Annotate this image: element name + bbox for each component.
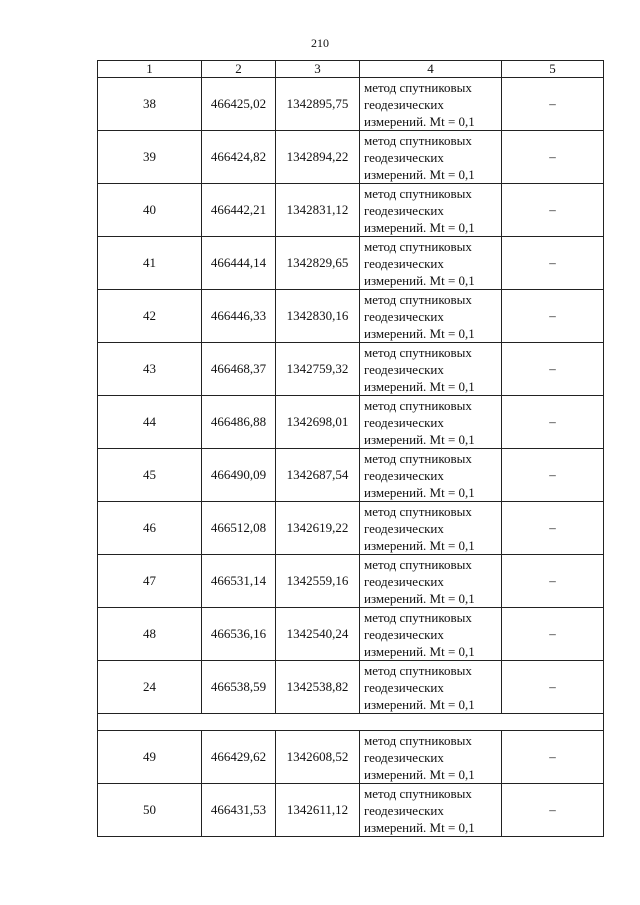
method-line: геодезических <box>364 96 444 112</box>
table-row <box>98 237 604 290</box>
header-cell: 2 <box>202 61 276 78</box>
point-number: 43 <box>98 343 202 396</box>
dash-cell: – <box>502 184 604 237</box>
method-cell <box>360 290 502 343</box>
dash-cell: – <box>502 237 604 290</box>
method-line: геодезических <box>364 308 444 324</box>
point-number: 44 <box>98 396 202 449</box>
header-cell: 1 <box>98 61 202 78</box>
y-coordinate: 1342687,54 <box>276 449 360 502</box>
y-coordinate: 1342831,12 <box>276 184 360 237</box>
dash-cell: – <box>502 290 604 343</box>
method-line: метод спутниковых <box>364 132 472 148</box>
method-cell <box>360 449 502 502</box>
table-row <box>98 396 604 449</box>
method-line: геодезических <box>364 202 444 218</box>
method-cell <box>360 731 502 784</box>
dash-cell: – <box>502 343 604 396</box>
point-number: 49 <box>98 731 202 784</box>
y-coordinate: 1342608,52 <box>276 731 360 784</box>
method-line: метод спутниковых <box>364 732 472 748</box>
x-coordinate: 466446,33 <box>202 290 276 343</box>
method-line: метод спутниковых <box>364 503 472 519</box>
x-coordinate: 466538,59 <box>202 661 276 714</box>
x-coordinate: 466536,16 <box>202 608 276 661</box>
method-line: измерений. Mt = 0,1 <box>364 113 475 129</box>
method-line: геодезических <box>364 149 444 165</box>
method-cell <box>360 131 502 184</box>
method-cell <box>360 78 502 131</box>
method-line: геодезических <box>364 573 444 589</box>
header-cell: 4 <box>360 61 502 78</box>
point-number: 50 <box>98 784 202 837</box>
method-line: измерений. Mt = 0,1 <box>364 484 475 500</box>
point-number: 48 <box>98 608 202 661</box>
method-cell <box>360 237 502 290</box>
y-coordinate: 1342540,24 <box>276 608 360 661</box>
x-coordinate: 466442,21 <box>202 184 276 237</box>
method-line: геодезических <box>364 626 444 642</box>
method-line: измерений. Mt = 0,1 <box>364 696 475 712</box>
spacer-row <box>98 714 604 731</box>
table-header-row <box>98 61 604 78</box>
method-line: метод спутниковых <box>364 785 472 801</box>
table-row <box>98 290 604 343</box>
method-line: метод спутниковых <box>364 185 472 201</box>
method-line: геодезических <box>364 749 444 765</box>
method-line: геодезических <box>364 520 444 536</box>
x-coordinate: 466444,14 <box>202 237 276 290</box>
method-cell <box>360 502 502 555</box>
y-coordinate: 1342895,75 <box>276 78 360 131</box>
method-line: измерений. Mt = 0,1 <box>364 819 475 835</box>
method-line: метод спутниковых <box>364 609 472 625</box>
x-coordinate: 466429,62 <box>202 731 276 784</box>
dash-cell: – <box>502 502 604 555</box>
y-coordinate: 1342698,01 <box>276 396 360 449</box>
table-row <box>98 78 604 131</box>
x-coordinate: 466468,37 <box>202 343 276 396</box>
header-cell: 3 <box>276 61 360 78</box>
x-coordinate: 466431,53 <box>202 784 276 837</box>
method-line: измерений. Mt = 0,1 <box>364 766 475 782</box>
method-line: метод спутниковых <box>364 291 472 307</box>
method-line: геодезических <box>364 255 444 271</box>
y-coordinate: 1342538,82 <box>276 661 360 714</box>
method-line: геодезических <box>364 414 444 430</box>
method-cell <box>360 784 502 837</box>
point-number: 40 <box>98 184 202 237</box>
point-number: 47 <box>98 555 202 608</box>
x-coordinate: 466531,14 <box>202 555 276 608</box>
dash-cell: – <box>502 78 604 131</box>
y-coordinate: 1342619,22 <box>276 502 360 555</box>
point-number: 45 <box>98 449 202 502</box>
dash-cell: – <box>502 449 604 502</box>
method-line: геодезических <box>364 679 444 695</box>
point-number: 38 <box>98 78 202 131</box>
point-number: 42 <box>98 290 202 343</box>
x-coordinate: 466424,82 <box>202 131 276 184</box>
table-row <box>98 784 604 837</box>
table-row <box>98 131 604 184</box>
method-line: измерений. Mt = 0,1 <box>364 378 475 394</box>
table-row <box>98 449 604 502</box>
dash-cell: – <box>502 608 604 661</box>
x-coordinate: 466486,88 <box>202 396 276 449</box>
method-line: метод спутниковых <box>364 556 472 572</box>
method-line: измерений. Mt = 0,1 <box>364 643 475 659</box>
point-number: 41 <box>98 237 202 290</box>
coordinates-table <box>97 60 604 837</box>
method-cell <box>360 184 502 237</box>
y-coordinate: 1342559,16 <box>276 555 360 608</box>
point-number: 24 <box>98 661 202 714</box>
method-line: измерений. Mt = 0,1 <box>364 219 475 235</box>
table-row <box>98 555 604 608</box>
table-row <box>98 661 604 714</box>
method-line: измерений. Mt = 0,1 <box>364 590 475 606</box>
method-cell <box>360 608 502 661</box>
y-coordinate: 1342611,12 <box>276 784 360 837</box>
method-line: метод спутниковых <box>364 662 472 678</box>
method-line: измерений. Mt = 0,1 <box>364 272 475 288</box>
page-number: 210 <box>311 36 329 50</box>
dash-cell: – <box>502 555 604 608</box>
method-cell <box>360 661 502 714</box>
x-coordinate: 466490,09 <box>202 449 276 502</box>
y-coordinate: 1342759,32 <box>276 343 360 396</box>
x-coordinate: 466512,08 <box>202 502 276 555</box>
method-line: геодезических <box>364 802 444 818</box>
header-cell: 5 <box>502 61 604 78</box>
y-coordinate: 1342830,16 <box>276 290 360 343</box>
point-number: 39 <box>98 131 202 184</box>
method-line: измерений. Mt = 0,1 <box>364 537 475 553</box>
method-line: метод спутниковых <box>364 79 472 95</box>
table-row <box>98 731 604 784</box>
dash-cell: – <box>502 396 604 449</box>
method-line: метод спутниковых <box>364 238 472 254</box>
method-line: измерений. Mt = 0,1 <box>364 166 475 182</box>
spacer-cell <box>98 714 604 731</box>
table-row <box>98 184 604 237</box>
method-line: метод спутниковых <box>364 450 472 466</box>
dash-cell: – <box>502 731 604 784</box>
x-coordinate: 466425,02 <box>202 78 276 131</box>
table-row <box>98 608 604 661</box>
y-coordinate: 1342829,65 <box>276 237 360 290</box>
method-line: метод спутниковых <box>364 344 472 360</box>
method-line: измерений. Mt = 0,1 <box>364 431 475 447</box>
y-coordinate: 1342894,22 <box>276 131 360 184</box>
method-cell <box>360 343 502 396</box>
dash-cell: – <box>502 661 604 714</box>
dash-cell: – <box>502 784 604 837</box>
table-body <box>98 78 604 837</box>
point-number: 46 <box>98 502 202 555</box>
table-row <box>98 502 604 555</box>
table-row <box>98 343 604 396</box>
method-line: метод спутниковых <box>364 397 472 413</box>
dash-cell: – <box>502 131 604 184</box>
method-line: геодезических <box>364 361 444 377</box>
method-cell <box>360 396 502 449</box>
method-cell <box>360 555 502 608</box>
method-line: измерений. Mt = 0,1 <box>364 325 475 341</box>
method-line: геодезических <box>364 467 444 483</box>
